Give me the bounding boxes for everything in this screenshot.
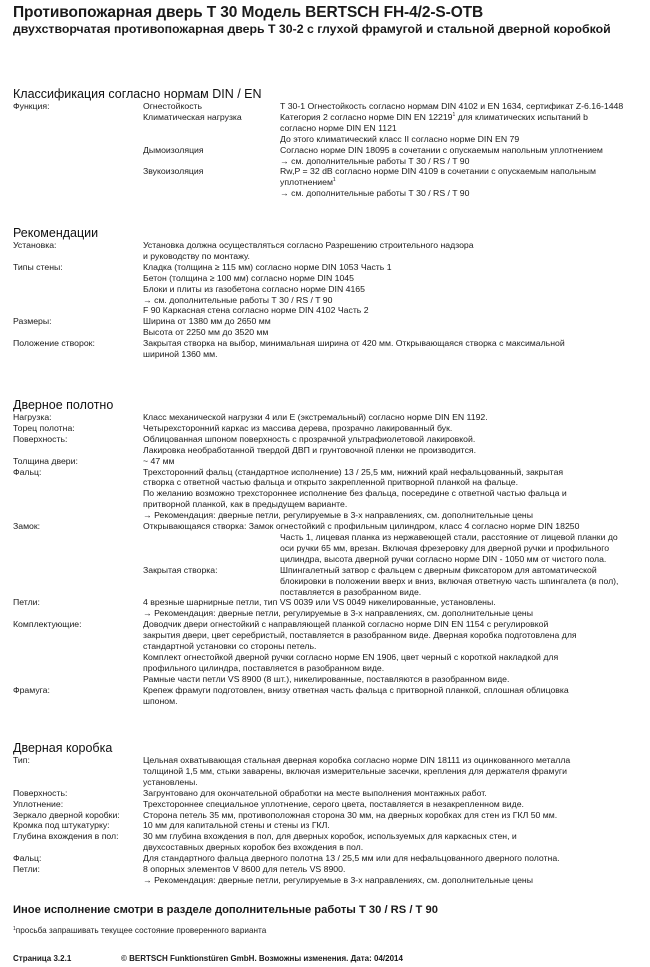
section-classification — [13, 87, 643, 199]
spec-row — [13, 788, 643, 799]
spec-row — [13, 262, 643, 317]
climate-load-item: Климатическая нагрузка Категория 2 согласно норме DIN EN 12219$^1$ для климатических испытаний b согласно норме DIN EN 1121 До этого климатический класс II согласно норме DIN EN 79 — [143, 111, 588, 144]
row-value: Трехсторонний фальц (стандартное исполнение) 13 / 25,5 мм, нижний край нефальцованный, закрытая створка с ответной частью фальца и открыто закрепленной притворной планкой на фальце. По желанию возможно трехстороннее исполнение без фальца, посередине с ответной частью фальца и притворной планкой, как в предыдущем варианте. → Рекомендация: дверные петли, регулируемые в 3-х направлениях, см. дополнительные цены — [143, 466, 567, 521]
row-label: Комплектующие: — [13, 619, 82, 630]
row-value: Ширина от 1380 мм до 2650 мм Высота от 2250 мм до 3520 мм — [143, 316, 271, 338]
copyright: © BERTSCH Funktionstüren GmbH. Возможны изменения. Дата: 04/2014 — [121, 954, 403, 963]
row-value: ~ 47 мм — [143, 455, 175, 466]
row-value: Кладка (толщина ≥ 115 мм) согласно норме DIN 1053 Часть 1 Бетон (толщина ≥ 100 мм) согласно норме DIN 1045 Блоки и плиты из газобетона согласно норме DIN 4165 → см. дополнительные работы Т 30 / RS / T 90 F 90 Каркасная стена согласно норме DIN 4102 Часть 2 — [143, 261, 392, 316]
row-label: Глубина вхождения в пол: — [13, 831, 119, 842]
section-heading: Дверное полотно — [13, 398, 114, 412]
footnote: $^1$просьба запрашивать текущее состояние проверенного варианта — [13, 926, 267, 935]
row-value: Четырехсторонний каркас из массива дерева, прозрачно лакированный бук. — [143, 422, 453, 433]
smoke-protection-item: Дымоизоляция Согласно норме DIN 18095 в сочетании с опускаемым напольным уплотнением → см. дополнительные работы Т 30 / RS / T 90 — [143, 144, 603, 166]
spec-row — [13, 820, 643, 831]
spec-row — [13, 456, 643, 467]
spec-row — [13, 316, 643, 338]
row-label: Зеркало дверной коробки: — [13, 809, 120, 820]
row-value: Трехстороннее специальное уплотнение, серого цвета, поставляется в незакрепленном виде. — [143, 798, 524, 809]
spec-row — [13, 755, 643, 788]
row-value: Для стандартного фальца дверного полотна 13 / 25,5 мм или для нефальцованного дверного полотна. — [143, 853, 560, 864]
row-label: Установка: — [13, 240, 57, 250]
spec-row — [13, 597, 643, 619]
spec-row — [13, 423, 643, 434]
row-value: 10 мм для капитальной стены и стены из ГКЛ. — [143, 820, 330, 831]
row-label: Нагрузка: — [13, 412, 52, 422]
row-label: Положение створок: — [13, 338, 95, 349]
section-recommendations — [13, 226, 643, 360]
row-label: Фальц: — [13, 853, 42, 864]
row-value: 8 опорных элементов V 8600 для петель VS 8900. → Рекомендация: дверные петли, регулируемые в 3-х направлениях, см. дополнительные цены — [143, 864, 533, 885]
row-label: Фрамуга: — [13, 684, 50, 695]
row-label: Уплотнение: — [13, 798, 64, 809]
row-label: Размеры: — [13, 316, 52, 327]
spec-row — [13, 619, 643, 684]
function-row — [13, 101, 643, 199]
section-door-frame — [13, 741, 643, 886]
fire-resistance-item: Огнестойкость Т 30-1 Огнестойкость согласно нормам DIN 4102 и EN 1634, сертификат Z-6.16-1448 — [143, 101, 624, 111]
spec-row — [13, 467, 643, 522]
row-value: Доводчик двери огнестойкий с направляющей планкой согласно норме DIN EN 1154 с регулировкой закрытия двери, цвет серебристый, поставляется в разобранном виде. Дверная коробка подготовлена для стандартной установки со стороны петель. Комплект огнестойкой дверной ручки согласно норме EN 1906, цвет черный с короткой накладкой для профильного цилиндра, поставляется в разобранном виде. Рамные части петли VS 8900 (8 шт.), никелированные, поставляются в разобранном виде. — [143, 619, 577, 684]
row-label: Типы стены: — [13, 261, 63, 272]
document-title: Противопожарная дверь Т 30 Модель BERTSCH FH-4/2-S-OTB — [13, 4, 484, 21]
row-value: 4 врезные шарнирные петли, тип VS 0039 или VS 0049 никелированные, установлены. → Рекомендация: дверные петли, регулируемые в 3-х направлениях, см. дополнительные цены — [143, 597, 533, 619]
row-label: Торец полотна: — [13, 422, 75, 433]
spec-row — [13, 864, 643, 886]
row-label: Толщина двери: — [13, 455, 78, 466]
section-door-leaf — [13, 398, 643, 706]
row-label: Фальц: — [13, 466, 42, 477]
spec-row — [13, 434, 643, 456]
spec-row — [13, 799, 643, 810]
row-value: Установка должна осуществляться согласно Разрешению строительного надзора и руководству по монтажу. — [143, 240, 474, 261]
row-label: Петли: — [13, 864, 40, 875]
sound-insulation-item: Звукоизоляция Rw,P = 32 dB согласно норме DIN 4109 в сочетании с опускаемым напольным уплотнением$^1$ → см. дополнительные работы Т 30 / RS / T 90 — [143, 166, 597, 199]
row-label: Поверхность: — [13, 787, 68, 798]
row-value: Закрытая створка на выбор, минимальная ширина от 420 мм. Открывающаяся створка с максимальной шириной 1360 мм. — [143, 338, 565, 360]
row-label: Функция: — [13, 101, 50, 111]
row-value: Класс механической нагрузки 4 или E (экстремальный) согласно норме DIN EN 1192. — [143, 412, 488, 422]
row-value: Сторона петель 35 мм, противоположная сторона 30 мм, на дверных коробках для стен из ГКЛ 50 мм. — [143, 809, 558, 820]
spec-row — [13, 338, 643, 360]
spec-row — [13, 685, 643, 707]
row-label: Петли: — [13, 597, 40, 608]
page-footer — [13, 954, 403, 963]
lock-row: Замок: Открывающаяся створка: Замок огнестойкий с профильным цилиндром, класс 4 согласно норме DIN 18250 Часть 1, лицевая планка из нержавеющей стали, расстояние от лицевой планки до оси ручки 65 мм, врезан. Включая фрезеровку для дверной ручки и профильного цилиндра, высота дверной ручки согласно норме DIN - 1050 мм от чистого пола. Закрытая створка: Шпингалетный затвор с фальцем с дверным фиксатором для автоматической блокировки в положении вверх и вниз, включая ответную часть шпингалета (в пол), поставляется в разобранном виде. — [13, 521, 619, 597]
row-value: Облицованная шпоном поверхность с прозрачной ультрафиолетовой лакировкой. Лакировка необработанной твердой ДВП и грунтовочной пленки не производится. — [143, 433, 477, 455]
spec-row — [13, 831, 643, 853]
row-value: Цельная охватывающая стальная дверная коробка согласно норме DIN 18111 из оцинкованного металла толщиной 1,5 мм, стыки заварены, включая измерительные засечки, крепления для держателя фрамуги установлены. — [143, 755, 571, 787]
row-label: Тип: — [13, 755, 30, 765]
spec-row — [13, 240, 643, 262]
row-value: Крепеж фрамуги подготовлен, внизу ответная часть фальца с притворной планкой, сплошная облицовка шпоном. — [143, 684, 569, 706]
row-label: Кромка под штукатурку: — [13, 820, 110, 831]
document-subtitle: двухстворчатая противопожарная дверь Т 30-2 с глухой фрамугой и стальной дверной коробкой — [13, 22, 611, 36]
page-number: Страница 3.2.1 — [13, 954, 72, 963]
row-label: Поверхность: — [13, 433, 68, 444]
row-value: 30 мм глубина вхождения в пол, для дверных коробок, используемых для каркасных стен, и двухсоставных дверных коробок без вхождения в пол. — [143, 831, 517, 853]
other-versions-note: Иное исполнение смотри в разделе дополнительные работы Т 30 / RS / T 90 — [13, 904, 438, 916]
spec-row — [13, 810, 643, 821]
spec-row — [13, 853, 643, 864]
section-heading: Рекомендации — [13, 226, 99, 240]
row-value: Загрунтовано для окончательной обработки на месте выполнения монтажных работ. — [143, 787, 487, 798]
section-heading: Дверная коробка — [13, 741, 113, 755]
section-heading: Классификация согласно нормам DIN / EN — [13, 87, 262, 101]
spec-row — [13, 412, 643, 423]
